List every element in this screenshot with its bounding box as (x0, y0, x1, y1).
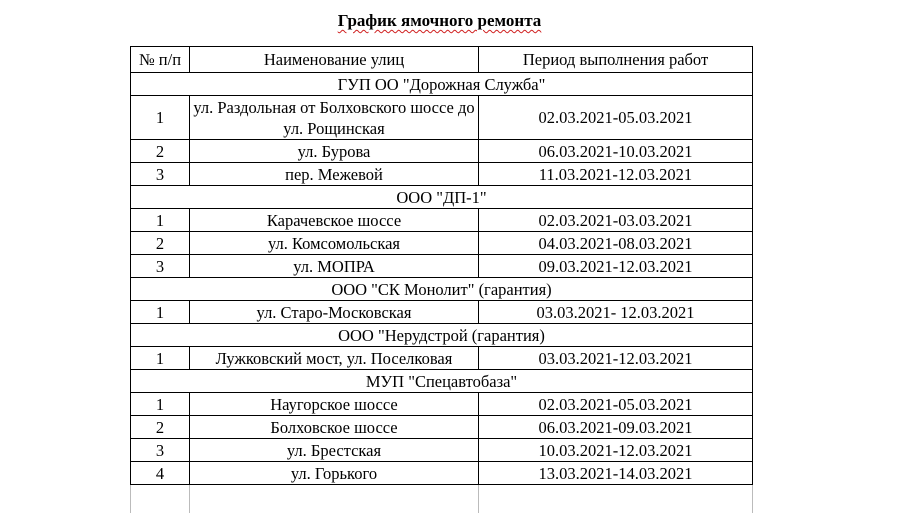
row-num: 1 (131, 209, 190, 232)
row-period: 04.03.2021-08.03.2021 (479, 232, 753, 255)
row-period: 02.03.2021-03.03.2021 (479, 209, 753, 232)
table-row (131, 163, 753, 186)
row-street: Болховское шоссе (190, 416, 479, 439)
row-street: Карачевское шоссе (190, 209, 479, 232)
header-street: Наименование улиц (190, 47, 479, 73)
table-row (131, 439, 753, 462)
group-row (131, 370, 753, 393)
table-row (131, 393, 753, 416)
row-period: 03.03.2021- 12.03.2021 (479, 301, 753, 324)
row-period: 09.03.2021-12.03.2021 (479, 255, 753, 278)
row-street: ул. Комсомольская (190, 232, 479, 255)
group-name: ГУП ОО "Дорожная Служба" (131, 73, 753, 96)
group-row (131, 278, 753, 301)
table-row (131, 96, 753, 140)
header-row (131, 47, 753, 73)
empty-cell (190, 485, 479, 513)
row-period: 06.03.2021-10.03.2021 (479, 140, 753, 163)
group-name: ООО "Нерудстрой (гарантия) (131, 324, 753, 347)
group-row (131, 73, 753, 96)
table-row (131, 209, 753, 232)
table-row (131, 416, 753, 439)
row-num: 2 (131, 232, 190, 255)
table-row (131, 140, 753, 163)
empty-cell (479, 485, 753, 513)
empty-cell (131, 485, 190, 513)
row-num: 2 (131, 416, 190, 439)
table-row (131, 232, 753, 255)
header-period: Период выполнения работ (479, 47, 753, 73)
row-period: 10.03.2021-12.03.2021 (479, 439, 753, 462)
row-period: 02.03.2021-05.03.2021 (479, 393, 753, 416)
row-num: 3 (131, 255, 190, 278)
document-title (130, 11, 749, 31)
row-period: 06.03.2021-09.03.2021 (479, 416, 753, 439)
group-name: МУП "Спецавтобаза" (131, 370, 753, 393)
row-street: пер. Межевой (190, 163, 479, 186)
row-num: 2 (131, 140, 190, 163)
title-text: График ямочного ремонта (338, 11, 542, 30)
row-num: 1 (131, 96, 190, 140)
header-num: № п/п (131, 47, 190, 73)
row-num: 1 (131, 393, 190, 416)
table-row (131, 347, 753, 370)
schedule-table (130, 46, 753, 513)
row-num: 4 (131, 462, 190, 485)
row-street: ул. Горького (190, 462, 479, 485)
group-row (131, 324, 753, 347)
group-name: ООО "ДП-1" (131, 186, 753, 209)
row-num: 1 (131, 347, 190, 370)
row-street: ул. Старо-Московская (190, 301, 479, 324)
row-period: 13.03.2021-14.03.2021 (479, 462, 753, 485)
row-street: ул. МОПРА (190, 255, 479, 278)
group-name: ООО "СК Монолит" (гарантия) (131, 278, 753, 301)
row-street: ул. Раздольная от Болховского шоссе до ул. Рощинская (190, 96, 479, 140)
row-num: 3 (131, 163, 190, 186)
table-row (131, 301, 753, 324)
row-street: ул. Брестская (190, 439, 479, 462)
row-street: Наугорское шоссе (190, 393, 479, 416)
row-period: 11.03.2021-12.03.2021 (479, 163, 753, 186)
row-street: Лужковский мост, ул. Поселковая (190, 347, 479, 370)
table-row (131, 462, 753, 485)
row-period: 03.03.2021-12.03.2021 (479, 347, 753, 370)
empty-row (131, 485, 753, 513)
row-period: 02.03.2021-05.03.2021 (479, 96, 753, 140)
row-num: 1 (131, 301, 190, 324)
row-street: ул. Бурова (190, 140, 479, 163)
table-row (131, 255, 753, 278)
group-row (131, 186, 753, 209)
row-num: 3 (131, 439, 190, 462)
